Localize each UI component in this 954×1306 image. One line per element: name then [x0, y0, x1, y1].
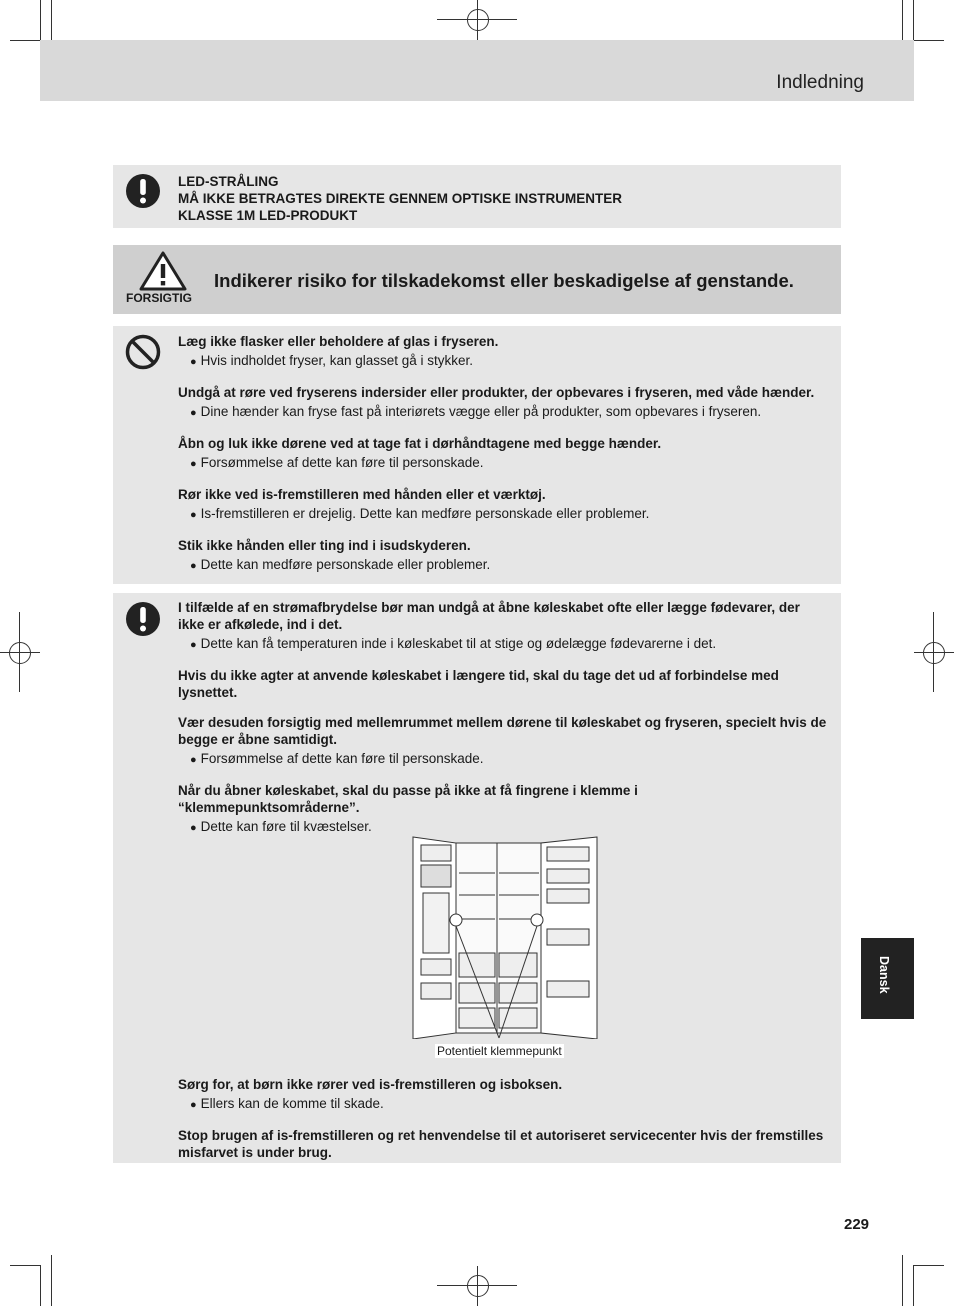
list-item — [178, 333, 827, 371]
led-line: MÅ IKKE BETRAGTES DIREKTE GENNEM OPTISKE INSTRUMENTER — [178, 191, 623, 206]
page-number: 229 — [844, 1216, 870, 1233]
item-bullet: ● Is-fremstilleren er drejelig. Dette kan medføre personskade eller problemer. — [190, 505, 827, 524]
item-title: Sørg for, at børn ikke rører ved is-fremstilleren og isboksen. — [178, 1077, 563, 1092]
crop-mark — [914, 40, 944, 41]
item-bullet: ● Dette kan medføre personskade eller problemer. — [190, 556, 827, 575]
item-bullet: ● Forsømmelse af dette kan føre til personskade. — [190, 750, 827, 769]
list-item — [178, 782, 827, 837]
exclamation-icon — [125, 601, 161, 637]
item-title: Rør ikke ved is-fremstilleren med hånden eller et værktøj. — [178, 487, 546, 502]
item-title: Vær desuden forsigtig med mellemrummet mellem dørene til køleskabet og fryseren, specielt hvis de begge er åbne samtidigt. — [178, 715, 827, 747]
crop-mark — [914, 1265, 944, 1266]
crop-mark — [51, 1255, 52, 1306]
list-item — [178, 384, 827, 422]
crop-mark — [913, 1265, 914, 1306]
item-bullet: ● Dette kan få temperaturen inde i køleskabet til at stige og ødelægge fødevarerne i det. — [190, 635, 827, 654]
instruction-box — [113, 593, 841, 1163]
language-tab-label: Dansk — [877, 956, 891, 994]
crop-mark — [40, 1265, 41, 1306]
figure-caption: Potentielt klemmepunkt — [437, 1044, 562, 1058]
item-bullet: ● Dine hænder kan fryse fast på interiørets vægge eller på produkter, som opbevares i fryseren. — [190, 403, 827, 422]
crop-mark — [902, 1255, 903, 1306]
item-title: Hvis du ikke agter at anvende køleskabet i længere tid, skal du tage det ud af forbindelse med lysnettet. — [178, 668, 779, 700]
crop-mark — [10, 40, 40, 41]
crop-mark — [40, 0, 41, 40]
led-line: KLASSE 1M LED-PRODUKT — [178, 208, 358, 223]
caution-text: Indikerer risiko for tilskadekomst eller beskadigelse af genstande. — [214, 270, 794, 291]
register-mark — [923, 642, 945, 664]
item-title: Stop brugen af is-fremstilleren og ret henvendelse til et autoriseret servicecenter hvis der fremstilles misfarvet is under brug. — [178, 1128, 824, 1160]
item-title: I tilfælde af en strømafbrydelse bør man undgå at åbne køleskabet ofte eller lægge fødevarer, der ikke er afkølede, ind i det. — [178, 600, 800, 632]
register-mark — [467, 9, 489, 31]
item-bullet: ● Hvis indholdet fryser, kan glasset gå i stykker. — [190, 352, 827, 371]
exclamation-icon — [125, 173, 161, 209]
list-item — [178, 667, 827, 701]
crop-mark — [10, 1265, 40, 1266]
fridge-figure — [411, 833, 601, 1039]
register-mark — [467, 1275, 489, 1297]
section-title: Indledning — [776, 72, 864, 93]
list-item — [178, 1076, 827, 1114]
list-item — [178, 435, 827, 473]
item-title: Stik ikke hånden eller ting ind i isudskyderen. — [178, 538, 471, 553]
register-mark — [9, 642, 31, 664]
caution-band — [113, 245, 841, 314]
item-title: Læg ikke flasker eller beholdere af glas i fryseren. — [178, 334, 499, 349]
list-item — [178, 1127, 827, 1161]
item-bullet: ● Ellers kan de komme til skade. — [190, 1095, 827, 1114]
caution-label: FORSIGTIG — [126, 291, 192, 305]
prohibition-box — [113, 326, 841, 584]
item-bullet: ● Forsømmelse af dette kan føre til personskade. — [190, 454, 827, 473]
prohibition-icon — [125, 334, 161, 370]
item-title: Når du åbner køleskabet, skal du passe på ikke at få fingrene i klemme i “klemmepunktsområderne”. — [178, 783, 638, 815]
item-bullet: ● Dette kan føre til kvæstelser. — [190, 818, 827, 837]
led-line: LED-STRÅLING — [178, 174, 279, 189]
crop-mark — [913, 0, 914, 40]
list-item — [178, 599, 827, 654]
led-warning-box — [113, 165, 841, 228]
list-item — [178, 486, 827, 524]
item-title: Undgå at røre ved fryserens indersider eller produkter, der opbevares i fryseren, med våde hænder. — [178, 385, 815, 400]
warning-triangle-icon — [139, 251, 187, 291]
item-title: Åbn og luk ikke dørene ved at tage fat i dørhåndtagene med begge hænder. — [178, 436, 662, 451]
list-item — [178, 714, 827, 769]
list-item — [178, 537, 827, 575]
